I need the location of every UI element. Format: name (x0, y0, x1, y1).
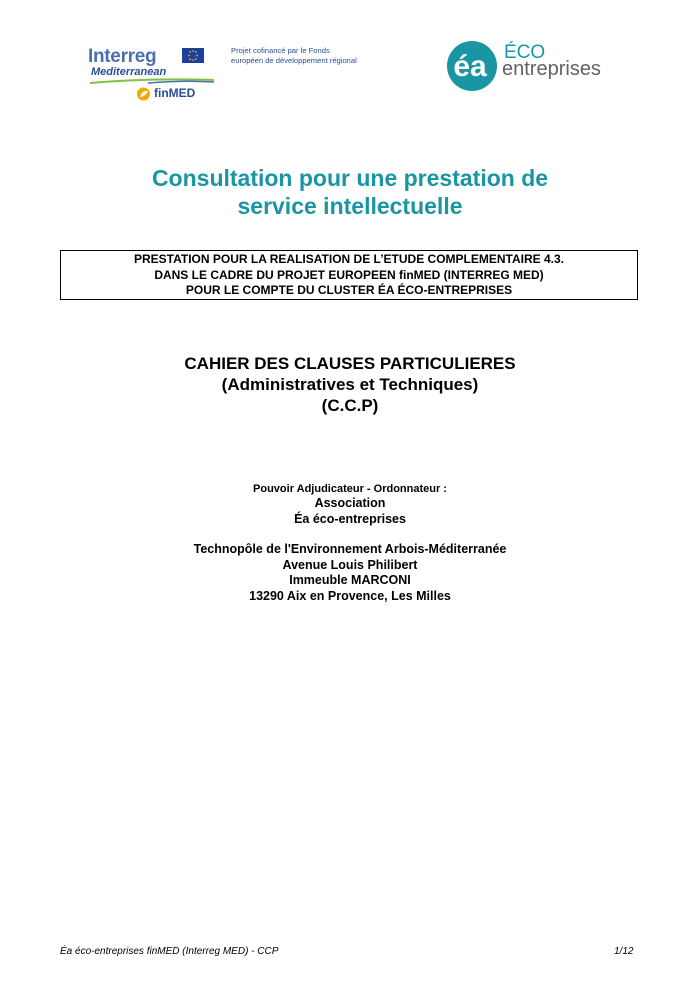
mediterranean-wordmark: Mediterranean (91, 66, 167, 78)
finmed-leaf-icon (136, 87, 151, 101)
ea-logo-icon (446, 40, 498, 92)
finmed-wordmark: finMED (154, 86, 196, 100)
interreg-wordmark: Interreg (88, 46, 157, 67)
page-title: Consultation pour une prestation de service intellectuelle (151, 165, 549, 219)
address-block: Technopôle de l'Environnement Arbois-Méditerranée Avenue Louis Philibert Immeuble MARCONI 13290 Aix en Provence, Les Milles (193, 542, 507, 603)
adjudicator-label: Pouvoir Adjudicateur - Ordonnateur : (253, 483, 447, 495)
swoosh-icon (88, 77, 218, 85)
adjudicator-block (0, 482, 700, 527)
adjudicator-name: Éa éco-entreprises (294, 511, 406, 526)
cofinancing-text: Projet cofinancé par le Fonds européen de développement régional (231, 46, 357, 65)
footer-page-number: 1/12 (614, 946, 634, 957)
ccp-heading: CAHIER DES CLAUSES PARTICULIERES (Administratives et Techniques) (C.C.P) (184, 354, 516, 415)
interreg-logo (88, 44, 218, 104)
footer-document-name: Éa éco-entreprises finMED (Interreg MED) - CCP (60, 946, 279, 957)
entreprises-wordmark: entreprises (502, 58, 601, 80)
prestation-box: PRESTATION POUR LA REALISATION DE L’ETUDE COMPLEMENTAIRE 4.3. DANS LE CADRE DU PROJET EUROPEEN finMED (INTERREG MED) POUR LE COMPTE DU CLUSTER ÉA ÉCO-ENTREPRISES (60, 250, 638, 300)
svg-text:éa: éa (453, 50, 487, 83)
eco-wordmark: ÉCO (504, 42, 546, 63)
eu-flag-icon (182, 48, 204, 63)
adjudicator-name: Association (314, 496, 386, 510)
